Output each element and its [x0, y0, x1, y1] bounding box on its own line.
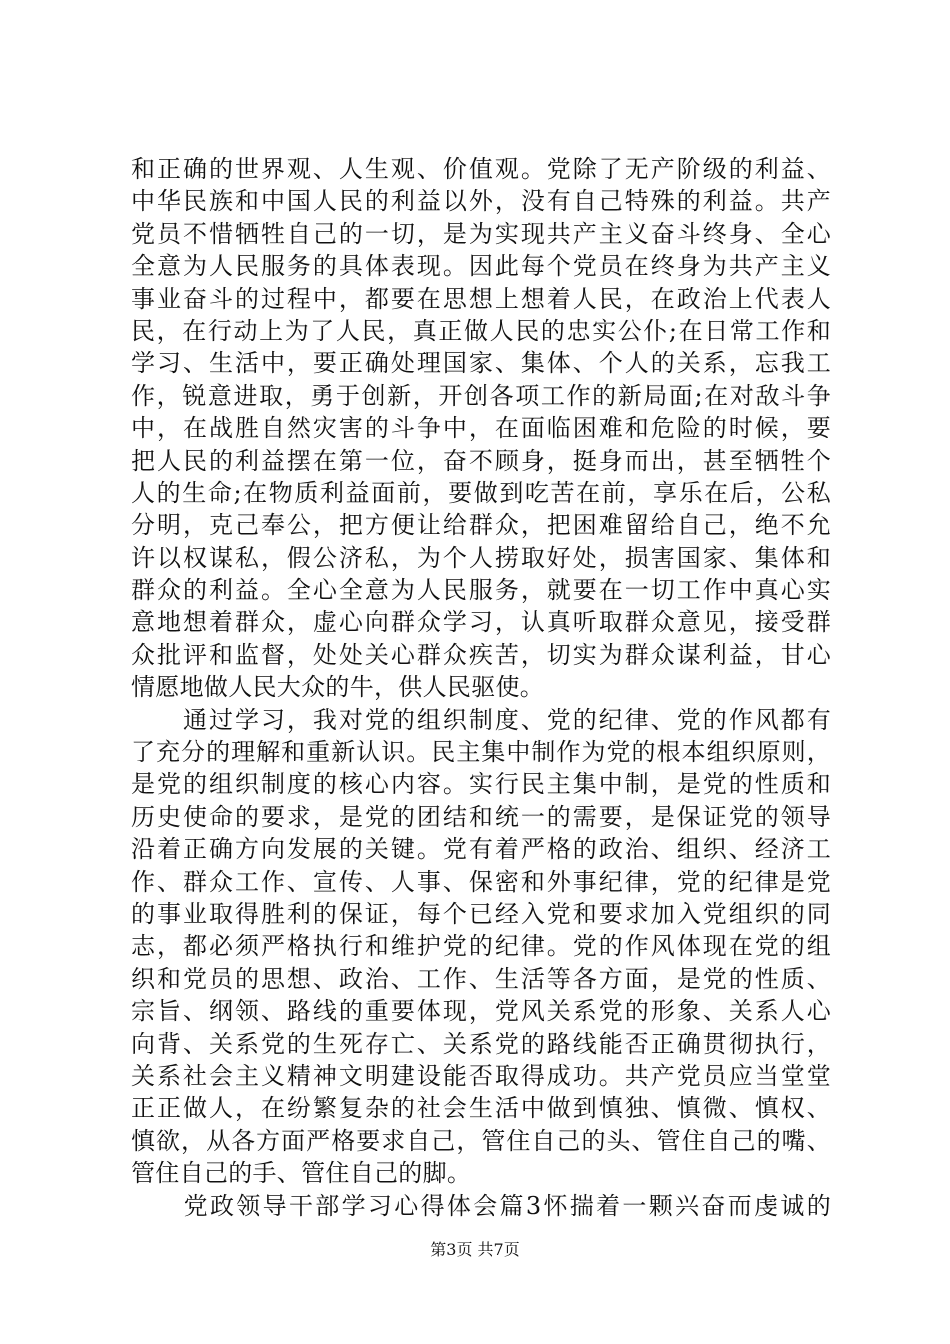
text-line: 群众的利益。全心全意为人民服务，就要在一切工作中真心实	[131, 576, 831, 605]
text-line: 是党的组织制度的核心内容。实行民主集中制，是党的性质和	[131, 770, 831, 799]
text-line: 事业奋斗的过程中，都要在思想上想着人民，在政治上代表人	[131, 284, 831, 313]
text-line: 人的生命;在物质利益面前，要做到吃苦在前，享乐在后，公私	[131, 478, 831, 507]
text-line: 学习、生活中，要正确处理国家、集体、个人的关系，忘我工	[131, 349, 831, 378]
text-line: 管住自己的手、管住自己的脚。	[131, 1159, 472, 1188]
text-line: 把人民的利益摆在第一位，奋不顾身，挺身而出，甚至牺牲个	[131, 446, 831, 475]
text-line: 慎欲，从各方面严格要求自己，管住自己的头、管住自己的嘴、	[131, 1126, 831, 1155]
text-line: 党政领导干部学习心得体会篇3怀揣着一颗兴奋而虔诚的	[131, 1191, 831, 1220]
text-line: 关系社会主义精神文明建设能否取得成功。共产党员应当堂堂	[131, 1061, 831, 1090]
text-line: 意地想着群众，虚心向群众学习，认真听取群众意见，接受群	[131, 608, 831, 637]
text-line: 和正确的世界观、人生观、价值观。党除了无产阶级的利益、	[131, 155, 831, 183]
text-line: 的事业取得胜利的保证，每个已经入党和要求加入党组织的同	[131, 899, 831, 928]
text-line: 宗旨、纲领、路线的重要体现，党风关系党的形象、关系人心	[131, 997, 831, 1026]
text-line: 历史使命的要求，是党的团结和统一的需要，是保证党的领导	[131, 802, 831, 831]
text-line: 正正做人，在纷繁复杂的社会生活中做到慎独、慎微、慎权、	[131, 1094, 831, 1123]
text-line: 分明，克己奉公，把方便让给群众，把困难留给自己，绝不允	[131, 511, 831, 540]
text-line: 中华民族和中国人民的利益以外，没有自己特殊的利益。共产	[131, 187, 831, 216]
text-line: 作、群众工作、宣传、人事、保密和外事纪律，党的纪律是党	[131, 867, 831, 896]
text-line: 许以权谋私，假公济私，为个人捞取好处，损害国家、集体和	[131, 543, 831, 572]
text-line: 向背、关系党的生死存亡、关系党的路线能否正确贯彻执行，	[131, 1029, 831, 1058]
document-body	[131, 153, 831, 1222]
text-line: 志，都必须严格执行和维护党的纪律。党的作风体现在党的组	[131, 932, 831, 961]
text-line: 通过学习，我对党的组织制度、党的纪律、党的作风都有	[131, 705, 831, 734]
text-line: 了充分的理解和重新认识。民主集中制作为党的根本组织原则，	[131, 738, 831, 767]
text-line: 作，锐意进取，勇于创新，开创各项工作的新局面;在对敌斗争	[131, 381, 831, 410]
text-line: 民，在行动上为了人民，真正做人民的忠实公仆;在日常工作和	[131, 316, 831, 345]
text-line: 中，在战胜自然灾害的斗争中，在面临困难和危险的时候，要	[131, 414, 831, 443]
text-line: 全意为人民服务的具体表现。因此每个党员在终身为共产主义	[131, 252, 831, 281]
text-line: 众批评和监督，处处关心群众疾苦，切实为群众谋利益，甘心	[131, 640, 831, 669]
text-line: 织和党员的思想、政治、工作、生活等各方面，是党的性质、	[131, 964, 831, 993]
text-line: 沿着正确方向发展的关键。党有着严格的政治、组织、经济工	[131, 835, 831, 864]
text-line: 党员不惜牺牲自己的一切，是为实现共产主义奋斗终身、全心	[131, 219, 831, 248]
page-number-footer: 第3页 共7页	[430, 1240, 520, 1259]
text-line: 情愿地做人民大众的牛，供人民驱使。	[131, 673, 545, 702]
